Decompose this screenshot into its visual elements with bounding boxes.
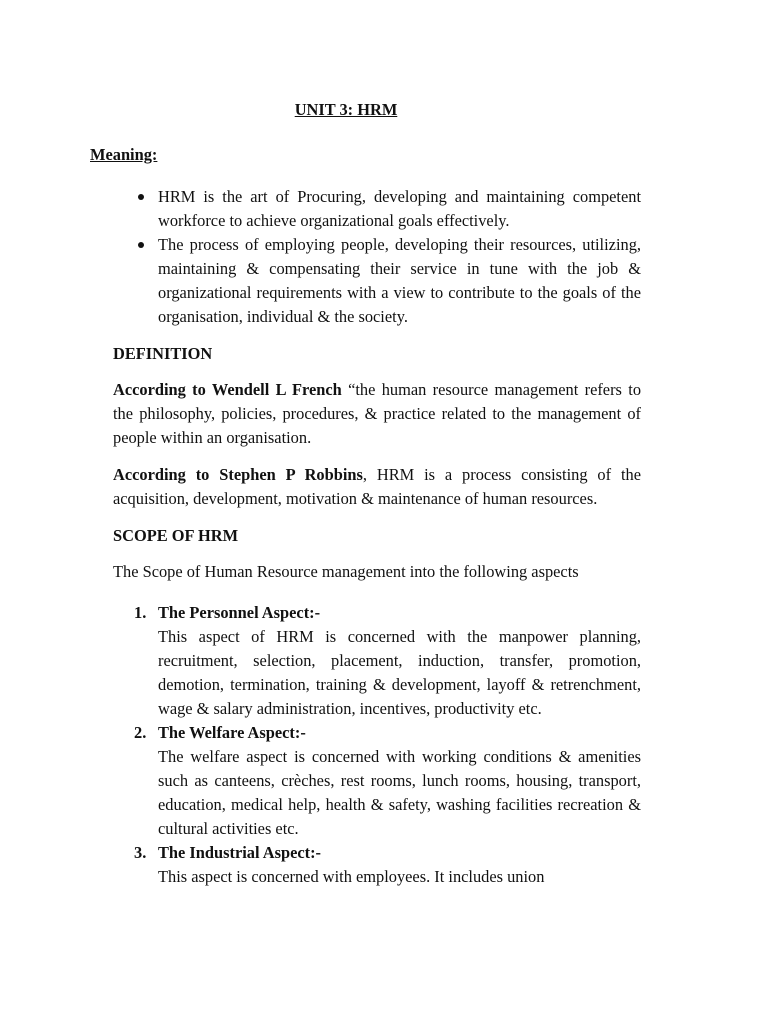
meaning-point: The process of employing people, developing their resources, utilizing, maintaining & compensating their service in tune with the job & organizational requirements with a view to contribute to the goals of the organisation, individual & the society.: [158, 233, 641, 329]
aspect-item: [134, 601, 641, 721]
definition-french: [113, 378, 641, 450]
aspect-title: The Personnel Aspect:-: [158, 603, 321, 622]
definition-robbins: [113, 463, 641, 511]
definition-text: “the human resource management refers to the philosophy, policies, procedures, & practice related to the management of people within an organisation.: [113, 380, 642, 447]
page-title: UNIT 3: HRM: [294, 100, 398, 119]
aspect-number: 3.: [134, 843, 147, 862]
aspect-text: This aspect is concerned with employees. It includes union: [158, 867, 545, 886]
definition-heading: DEFINITION: [113, 344, 213, 363]
aspect-item: [134, 721, 641, 841]
definition-source: According to Wendell L French: [113, 380, 342, 399]
aspect-text: The welfare aspect is concerned with working conditions & amenities such as canteens, crèches, rest rooms, lunch rooms, housing, transport, education, medical help, health & safety, washing facilities recreation & cultural activities etc.: [158, 747, 641, 838]
aspect-item: [134, 841, 641, 889]
meaning-heading: Meaning:: [90, 145, 158, 164]
aspect-text: This aspect of HRM is concerned with the manpower planning, recruitment, selection, placement, induction, transfer, promotion, demotion, termination, training & development, layoff & retrenchment, wage & salary administration, incentives, productivity etc.: [158, 627, 641, 718]
aspect-title: The Industrial Aspect:-: [158, 843, 322, 862]
definition-source: According to Stephen P Robbins: [113, 465, 363, 484]
aspect-number: 1.: [134, 603, 147, 622]
meaning-point: HRM is the art of Procuring, developing and maintaining competent workforce to achieve organizational goals effectively.: [158, 185, 641, 233]
scope-intro: The Scope of Human Resource management into the following aspects: [113, 562, 579, 581]
meaning-list: [158, 185, 641, 329]
definition-text: , HRM is a process consisting of the acquisition, development, motivation & maintenance of human resources.: [113, 465, 641, 508]
aspect-number: 2.: [134, 723, 147, 742]
scope-heading: SCOPE OF HRM: [113, 526, 239, 545]
aspects-list: [134, 601, 641, 889]
aspect-title: The Welfare Aspect:-: [158, 723, 306, 742]
